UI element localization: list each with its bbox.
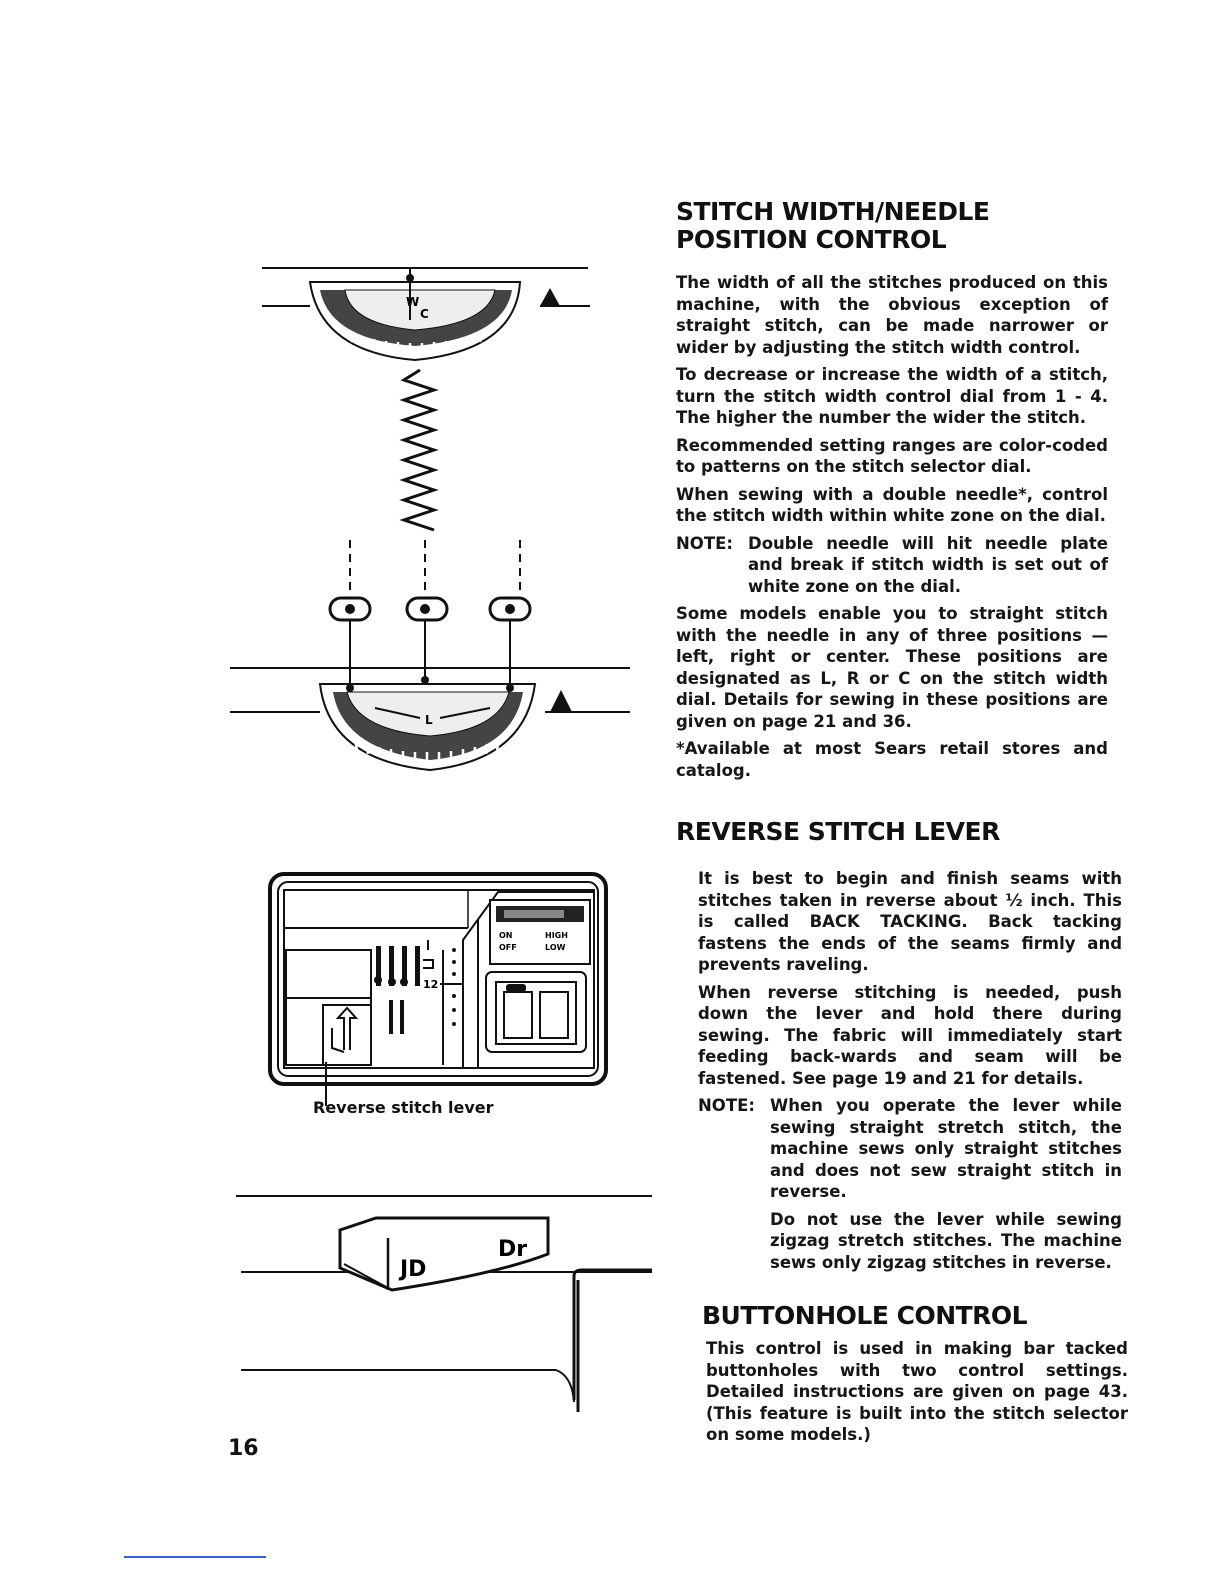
- stitch-width-body: [676, 272, 1108, 781]
- svg-text:ON: ON: [499, 931, 513, 940]
- note-text: Double needle will hit needle plate and break if stitch width is set out of white zone on the dial.: [748, 533, 1108, 596]
- svg-text:L: L: [425, 713, 433, 727]
- stitch-width-para-4: When sewing with a double needle*, control the stitch width within white zone on the dial.: [676, 484, 1108, 525]
- stitch-width-note: [676, 533, 1108, 598]
- stitch-width-para-3: Recommended setting ranges are color-coded to patterns on the stitch selector dial.: [676, 435, 1108, 476]
- stitch-width-para-5: Some models enable you to straight stitch with the needle in any of three positions — left, right or center. These positions are designated as L, R or C on the stitch width dial. Details for sewing in these positions are given on page 21 and 36.: [676, 604, 1108, 731]
- svg-text:OFF: OFF: [499, 943, 517, 952]
- svg-text:LOW: LOW: [545, 943, 566, 952]
- heading-buttonhole-control: BUTTONHOLE CONTROL: [702, 1301, 1028, 1330]
- reverse-note-label: NOTE:: [698, 1096, 755, 1115]
- section-reverse: [676, 818, 1136, 846]
- buttonhole-body: [706, 1338, 1128, 1446]
- svg-text:W: W: [406, 295, 420, 309]
- page-number: 16: [228, 1436, 259, 1461]
- reverse-note-text-1: When you operate the lever while sewing straight stretch stitch, the machine sews only straight stitches and does not sew straight stitch in reverse.: [770, 1096, 1122, 1201]
- needle-position-figure: [225, 540, 635, 790]
- heading-stitch-width-line1: STITCH WIDTH/NEEDLE: [676, 197, 990, 226]
- section-buttonhole: [702, 1302, 1162, 1330]
- heading-reverse-stitch-lever: REVERSE STITCH LEVER: [676, 817, 1000, 846]
- note-label: NOTE:: [676, 533, 733, 553]
- bottom-rule: [124, 1556, 266, 1558]
- svg-text:Dr: Dr: [498, 1237, 528, 1262]
- svg-text:JD: JD: [400, 1257, 427, 1282]
- reverse-note: [698, 1095, 1122, 1203]
- stitch-width-para-1: The width of all the stitches produced on this machine, with the obvious exception of straight stitch, can be made narrower or wider by adjusting the stitch width control.: [676, 273, 1108, 357]
- reverse-body: [698, 868, 1122, 1273]
- heading-stitch-width-line2: POSITION CONTROL: [676, 225, 947, 254]
- reverse-lever-panel-figure: [268, 870, 613, 1110]
- svg-text:12: 12: [423, 978, 439, 991]
- availability-footnote: *Available at most Sears retail stores and catalog.: [676, 739, 1108, 780]
- svg-text:C: C: [420, 307, 429, 321]
- stitch-width-para-2: To decrease or increase the width of a stitch, turn the stitch width control dial from 1 - 4. The higher the number the wider the stitch.: [676, 365, 1108, 427]
- reverse-para-1: It is best to begin and finish seams with stitches taken in reverse about ½ inch. This is called BACK TACKING. Back tacking fastens the ends of the seams firmly and prevents raveling.: [698, 869, 1122, 974]
- svg-text:HIGH: HIGH: [545, 931, 568, 940]
- figure-caption-reverse-stitch-lever: Reverse stitch lever: [313, 1098, 494, 1117]
- section-stitch-width: [676, 198, 1136, 254]
- reverse-para-2: When reverse stitching is needed, push down the lever and hold there during sewing. The fabric will immediately start feeding back-wards and seam will be fastened. See page 19 and 21 for details.: [698, 982, 1122, 1088]
- buttonhole-para-1: This control is used in making bar tacked buttonholes with two control settings. Detailed instructions are given on page 43. (This feature is built into the stitch selector on some models.): [706, 1339, 1128, 1444]
- reverse-lever-closeup-figure: [236, 1190, 656, 1420]
- zigzag-stitch-illustration: [390, 370, 450, 540]
- reverse-note-text-2: Do not use the lever while sewing zigzag stretch stitches. The machine sews only zigzag stitches in reverse.: [770, 1209, 1122, 1272]
